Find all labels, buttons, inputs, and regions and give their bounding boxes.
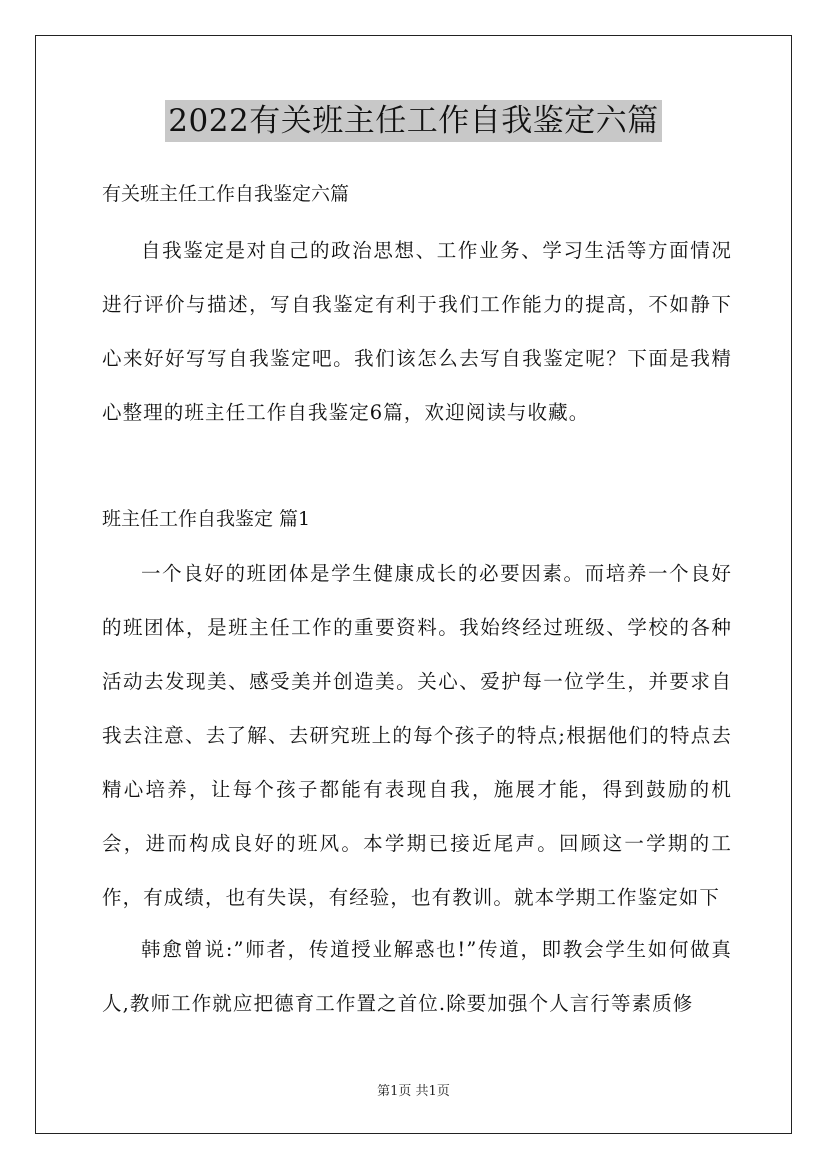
body-paragraph-2: 韩愈曾说:”师者，传道授业解惑也!”传道，即教会学生如何做真人,教师工作就应把德育工作置之首位.除要加强个人言行等素质修 <box>102 938 732 1015</box>
section-heading: 班主任工作自我鉴定 篇1 <box>102 508 311 530</box>
document-subtitle: 有关班主任工作自我鉴定六篇 <box>102 183 350 205</box>
title-container <box>0 100 827 142</box>
page-footer: 第1页 共1页 <box>377 1084 450 1099</box>
document-title: 2022有关班主任工作自我鉴定六篇 <box>165 100 661 142</box>
intro-paragraph: 自我鉴定是对自己的政治思想、工作业务、学习生活等方面情况进行评价与描述，写自我鉴定有利于我们工作能力的提高，不如静下心来好好写写自我鉴定吧。我们该怎么去写自我鉴定呢？下面是我精心整理的班主任工作自我鉴定6篇，欢迎阅读与收藏。 <box>102 239 732 424</box>
body-paragraph-1: 一个良好的班团体是学生健康成长的必要因素。而培养一个良好的班团体，是班主任工作的重要资料。我始终经过班级、学校的各种活动去发现美、感受美并创造美。关心、爱护每一位学生，并要求自我去注意、去了解、去研究班上的每个孩子的特点;根据他们的特点去精心培养，让每个孩子都能有表现自我，施展才能，得到鼓励的机会，进而构成良好的班风。本学期已接近尾声。回顾这一学期的工作，有成绩，也有失误，有经验，也有教训。就本学期工作鉴定如下 <box>102 562 732 909</box>
